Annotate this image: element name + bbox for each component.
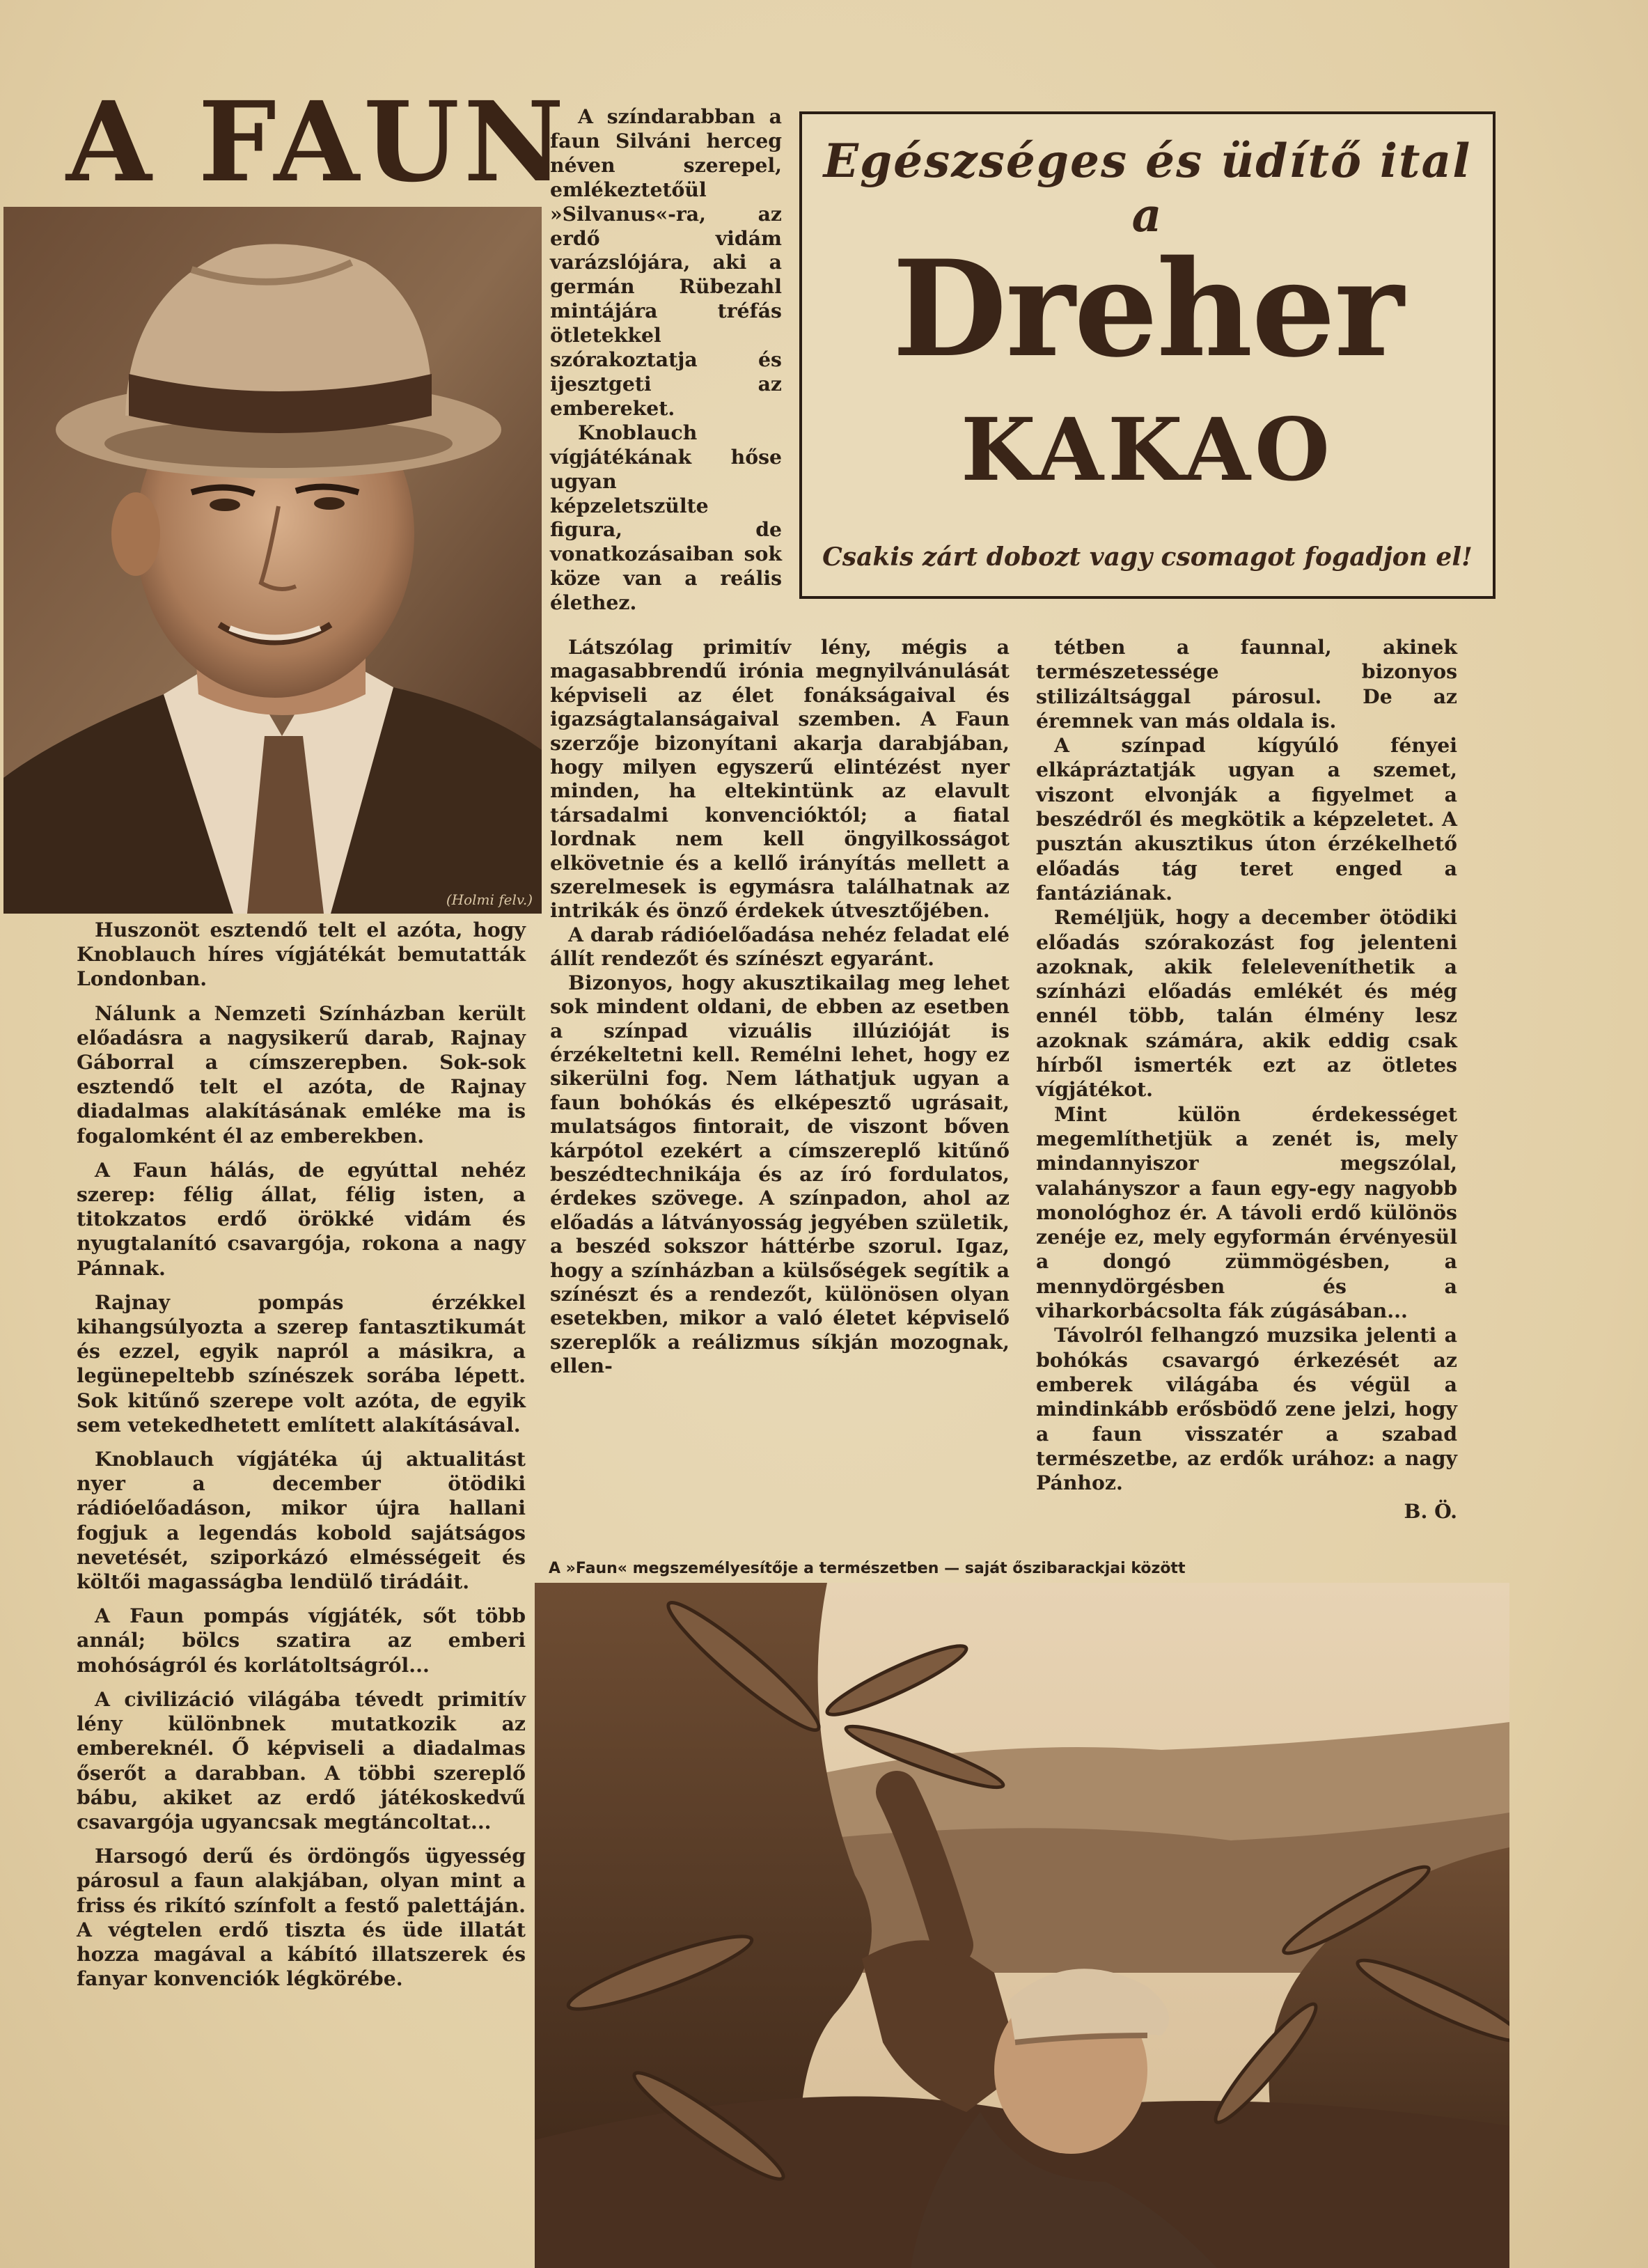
dreher-kakao-ad xyxy=(799,111,1496,599)
orchard-photo xyxy=(535,1583,1509,2268)
paragraph: Bizonyos, hogy akusztikailag meg lehet sok mindent oldani, de ebben az esetben a színpad vizuális illúzióját is érzékeltetni kell. Remélni lehet, hogy ez sikerülni fog. Nem láthatjuk ugyan a faun bohókás és elképesztő ugrásait, mulatságos fintorait, de viszont bőven kárpótol ezekért a címszereplő kitűnő beszédtechnikája és az író fordulatos, érdekes szövege. A színpadon, ahol az előadás a látványosság jegyében születik, a beszéd sokszor háttérbe szorul. Igaz, hogy a színházban a külsőségek segítik a színészt és a rendezőt, különösen olyan esetekben, mikor a való életet képviselő szereplők a reálizmus síkján mozognak, ellen- xyxy=(550,970,1010,1378)
paragraph: Reméljük, hogy a december ötödiki előadás szórakozást fog jelenteni azoknak, akik feleleveníthetik a színházi előadás emlékét és még ennél több, talán élmény lesz azoknak számára, akik eddig csak hírből ismerték ezt az ötletes vígjátékot. xyxy=(1036,905,1457,1102)
photo-caption: A »Faun« megszemélyesítője a természetben — saját őszibarackjai között xyxy=(549,1560,1186,1577)
paragraph: Harsogó derű és ördöngős ügyesség párosul a faun alakjában, olyan mint a friss és rikító színfolt a festő palettáján. A végtelen erdő tiszta és üde illatát hozza magával a kábító illatszerek és fanyar konvenciók légkörébe. xyxy=(77,1844,526,1991)
paragraph: Knoblauch vígjátékának hőse ugyan képzeletszülte figura, de vonatkozásaiban sok köze van a reális élethez. xyxy=(550,420,782,615)
paragraph: Huszonöt esztendő telt el azóta, hogy Knoblauch híres vígjátékát bemutatták Londonban. xyxy=(77,918,526,991)
article-column-3 xyxy=(1036,635,1457,1524)
portrait-photo xyxy=(3,207,542,914)
paragraph: A Faun pompás vígjáték, sőt több annál; bölcs szatira az emberi mohóságról és korlátoltságról... xyxy=(77,1604,526,1677)
paragraph: Rajnay pompás érzékkel kihangsúlyozta a szerep fantasztikumát és ezzel, egyik napról a másikra, a legünepeltebb színészek sorába lépett. Sok kitűnő szerepe volt azóta, de egyik sem vetekedhetett említett alakításával. xyxy=(77,1290,526,1437)
photo-credit: (Holmi felv.) xyxy=(446,891,533,908)
paragraph: A civilizáció világába tévedt primitív lény különbnek mutatkozik az embereknél. Ő képviseli a diadalmas őserőt a darabban. A többi szereplő bábu, akiket az erdő játékoskedvű csavargója ugyancsak megtáncoltat... xyxy=(77,1687,526,1833)
paragraph: A színdarabban a faun Silváni herceg néven szerepel, emlékeztetőül »Silvanus«-ra, az erdő vidám varázslójára, aki a germán Rübezahl mintájára tréfás ötletekkel szórakoztatja és ijesztgeti az embereket. xyxy=(550,104,782,420)
paragraph: A Faun hálás, de egyúttal nehéz szerep: félig állat, félig isten, a titokzatos erdő örökké vidám és nyugtalanító csavargója, rokona a nagy Pánnak. xyxy=(77,1157,526,1280)
paragraph: tétben a faunnal, akinek természetessége bizonyos stilizáltsággal párosul. De az éremnek van más oldala is. xyxy=(1036,635,1457,733)
paragraph: Mint külön érdekességet megemlíthetjük a zenét is, mely mindannyiszor megszólal, valahányszor a faun egy-egy nagyobb monológhoz ér. A távoli erdő különös zenéje ez, mely egyformán érvényesül a dongó zümmögésben, a mennydörgésben és a viharkorbácsolta fák zúgásában... xyxy=(1036,1102,1457,1323)
article-column-2 xyxy=(550,635,1010,1378)
ad-brand: Dreher xyxy=(892,231,1403,386)
paragraph: A darab rádióelőadása nehéz feladat elé állít rendezőt és színészt egyaránt. xyxy=(550,922,1010,971)
article-column-2-top xyxy=(550,104,782,615)
paragraph: Látszólag primitív lény, mégis a magasabbrendű irónia megnyilvánulását képviseli az élet fonákságaival és igazságtalanságaival szemben. A Faun szerzője bizonyítani akarja darabjában, hogy milyen egyszerű elintézést nyer minden, ha eltekintünk az elavult társadalmi konvencióktól; a fiatal lordnak nem kell öngyilkosságot elkövetnie és a kellő irányítás mellett a szerelmesek is egymásra találhatnak az intrikák és önző érdekek útvesztőjében. xyxy=(550,635,1010,923)
paragraph: A színpad kígyúló fényei elkápráztatják ugyan a szemet, viszont elvonják a figyelmet a beszédről és megkötik a képzeletet. A pusztán akusztikus úton érzékelhető előadás tág teret enged a fantáziának. xyxy=(1036,733,1457,905)
article-column-1 xyxy=(77,918,526,2001)
article-title: A FAUN xyxy=(66,78,569,207)
paragraph: Távolról felhangzó muzsika jelenti a bohókás csavargó érkezését az emberek világába és végül a mindinkább erősbödő zene jelzi, hogy a faun visszatér a szabad természetbe, az erdők urához: a nagy Pánhoz. xyxy=(1036,1323,1457,1495)
paragraph: Knoblauch vígjátéka új aktualitást nyer a december ötödiki rádióelőadáson, mikor újra hallani fogjuk a legendás kobold sajátságos nevetését, sziporkázó elmésségeit és költői magasságba lendülő tirádáit. xyxy=(77,1447,526,1594)
ad-product: KAKAO xyxy=(961,400,1334,501)
paragraph: Nálunk a Nemzeti Színházban került előadásra a nagysikerű darab, Rajnay Gáborral a címszerepben. Sok-sok esztendő telt el azóta, de Rajnay diadalmas alakításának emléke ma is fogalomként él az emberekben. xyxy=(77,1001,526,1148)
ad-footer: Csakis zárt dobozt vagy csomagot fogadjon el! xyxy=(822,542,1473,572)
author-signature: B. Ö. xyxy=(1404,1499,1457,1524)
ad-headline: Egészséges és üdítő ital a xyxy=(823,134,1472,242)
